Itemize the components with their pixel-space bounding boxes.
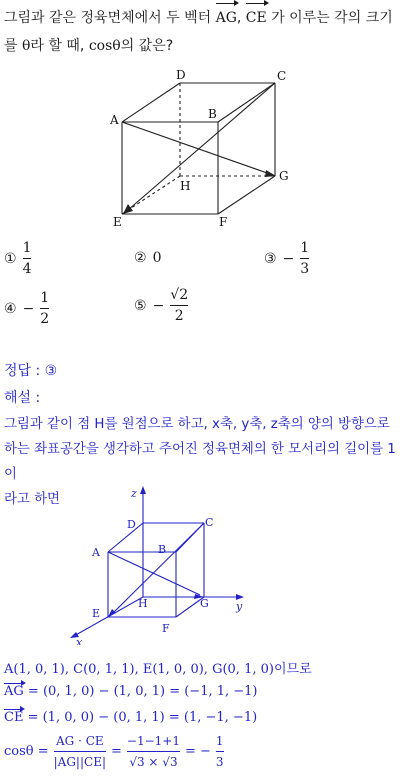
solution-coords: A(1, 0, 1), C(0, 1, 1), E(1, 0, 0), G(0, 1, 0)이므로 bbox=[4, 662, 312, 677]
question-comma: , bbox=[236, 10, 242, 26]
fig1-label-f: F bbox=[219, 215, 228, 229]
solution-ce bbox=[4, 708, 257, 725]
fig1-label-c: C bbox=[277, 69, 287, 83]
fig2-label-f: F bbox=[162, 622, 170, 635]
choice-1-denom: 4 bbox=[22, 261, 32, 277]
question-line2a: 를 bbox=[4, 38, 18, 54]
question-line2c: 의 값은? bbox=[120, 38, 174, 54]
solution-cos-den: |AG||CE| bbox=[53, 755, 107, 769]
axis-y-label: y bbox=[236, 600, 243, 613]
choice-2[interactable] bbox=[134, 250, 161, 266]
theta-symbol: θ bbox=[21, 38, 31, 54]
solution-cos-frac2 bbox=[127, 733, 180, 770]
choice-4-num: ④ bbox=[4, 300, 17, 317]
solution-cos-result bbox=[216, 733, 224, 770]
choice-4-sign: − bbox=[22, 300, 35, 317]
fig1-label-e: E bbox=[113, 215, 122, 229]
choice-3-denom: 3 bbox=[300, 261, 310, 277]
choice-4[interactable] bbox=[4, 290, 49, 327]
solution-cos-den2: √3 × √3 bbox=[129, 755, 178, 769]
choice-5-frac bbox=[170, 287, 188, 324]
explain-line1: 그림과 같이 점 H를 원점으로 하고, x축, y축, z축의 양의 방향으로 bbox=[4, 417, 390, 432]
choice-4-numer: 1 bbox=[40, 290, 50, 306]
question-line2b: 라 할 때, bbox=[30, 38, 85, 54]
solution-ce-rhs: = (1, 0, 0) − (0, 1, 1) = (1, −1, −1) bbox=[27, 710, 258, 725]
fig1-label-a: A bbox=[110, 113, 119, 127]
fig2-label-h: H bbox=[138, 597, 148, 610]
choice-5[interactable] bbox=[134, 287, 188, 324]
solution-cos-end: = − bbox=[185, 744, 211, 759]
solution-ag bbox=[4, 682, 258, 699]
axis-x-label: x bbox=[76, 636, 83, 645]
cube-figure bbox=[0, 60, 400, 240]
choice-5-numer: √2 bbox=[170, 287, 189, 303]
solution-ag-rhs: = (0, 1, 0) − (1, 0, 1) = (−1, 1, −1) bbox=[27, 684, 258, 699]
explain-line2: 하는 좌표공간을 생각하고 주어진 정육면체의 한 모서리의 길이를 1이 bbox=[4, 442, 396, 482]
choice-2-num: ② bbox=[134, 250, 147, 266]
choice-3-numer: 1 bbox=[300, 240, 310, 256]
fig1-label-h: H bbox=[180, 179, 191, 193]
choice-3-frac bbox=[300, 240, 309, 277]
vector-ag: AG bbox=[216, 2, 237, 32]
fig2-label-b: B bbox=[158, 543, 167, 556]
solution-ce-vec: CE bbox=[4, 710, 24, 725]
fig2-label-a: A bbox=[92, 546, 100, 559]
choice-5-sign: − bbox=[152, 297, 165, 314]
cos-theta: cosθ bbox=[88, 38, 121, 54]
fig2-label-c: C bbox=[205, 516, 214, 529]
choice-4-denom: 2 bbox=[40, 311, 50, 327]
solution-cos-num2: −1−1+1 bbox=[126, 734, 180, 748]
solution-cos bbox=[4, 733, 224, 770]
choice-2-value: 0 bbox=[152, 250, 162, 266]
solution-cos-eq: = bbox=[111, 744, 122, 759]
solution-cos-frac1 bbox=[54, 733, 106, 770]
solution-cos-num: AG · CE bbox=[56, 734, 104, 748]
solution-cos-lhs: cosθ = bbox=[4, 744, 49, 759]
fig2-label-g: G bbox=[200, 597, 209, 610]
question-part1: 그림과 같은 정육면체에서 두 벡터 bbox=[4, 10, 212, 26]
question-text bbox=[4, 2, 396, 60]
choice-3-sign: − bbox=[282, 250, 295, 267]
solution-ag-vec: AG bbox=[4, 684, 24, 699]
answer-label: 정답 : ③ bbox=[4, 363, 58, 379]
fig2-label-d: D bbox=[127, 518, 136, 531]
choice-1-num: ① bbox=[4, 250, 17, 267]
choice-5-denom: 2 bbox=[174, 308, 184, 324]
choice-5-num: ⑤ bbox=[134, 297, 147, 314]
explain-label: 해설 : bbox=[4, 390, 41, 406]
fig1-label-b: B bbox=[208, 107, 217, 121]
explain-line3: 라고 하면 bbox=[4, 492, 60, 507]
choice-1-numer: 1 bbox=[22, 240, 32, 256]
question-part2: 가 이루는 각의 크기 bbox=[271, 10, 393, 26]
choice-4-frac bbox=[40, 290, 49, 327]
choice-3[interactable] bbox=[264, 240, 309, 277]
fig2-label-e: E bbox=[92, 607, 101, 620]
axis-z-label: z bbox=[131, 487, 137, 500]
vector-ce: CE bbox=[246, 2, 267, 32]
solution-cos-res-num: 1 bbox=[215, 734, 224, 748]
axes-cube-figure bbox=[0, 485, 400, 645]
solution-cos-res-den: 3 bbox=[215, 755, 224, 769]
fig1-label-g: G bbox=[279, 169, 289, 183]
choice-1[interactable] bbox=[4, 240, 31, 277]
fig1-label-d: D bbox=[176, 68, 186, 82]
choice-3-num: ③ bbox=[264, 250, 277, 267]
choice-1-frac bbox=[23, 240, 32, 277]
